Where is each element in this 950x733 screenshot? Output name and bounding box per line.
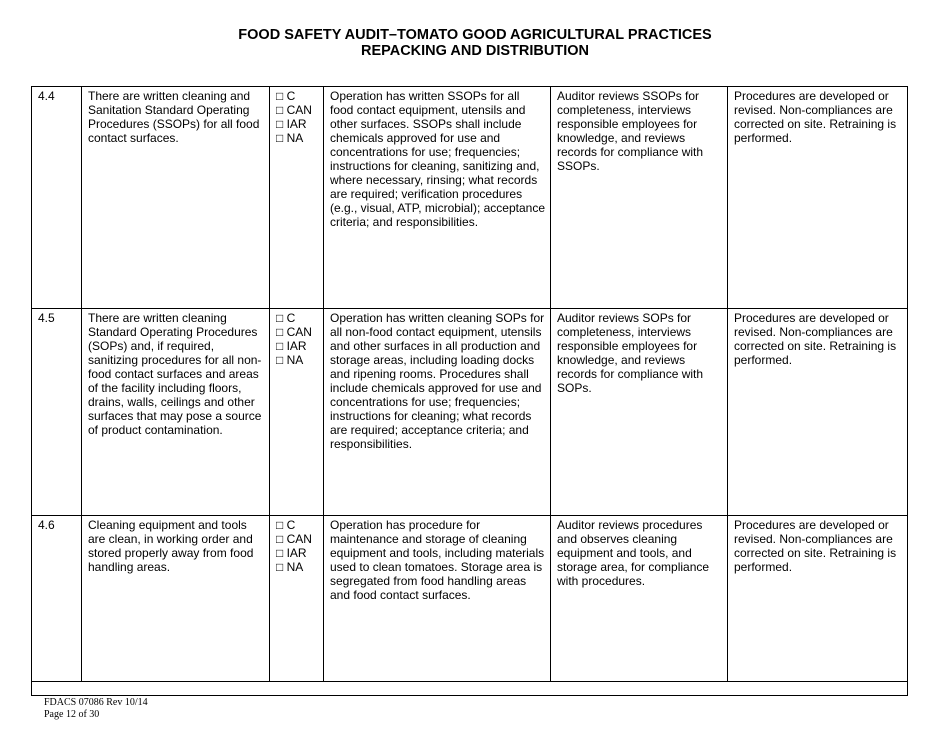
compliance-criteria-cell: Operation has written SSOPs for all food contact equipment, utensils and other surfaces. SSOPs shall include chemicals approved for use and concentrations for use; frequencies; instructions for cleaning, sanitizing and, where necessary, rinsing; what records are required; verification procedures (e.g., visual, ATP, microbial); acceptance criteria; and responsibilities. bbox=[324, 87, 551, 309]
option-can-checkbox[interactable]: □ CAN bbox=[276, 325, 312, 339]
requirement-cell: Cleaning equipment and tools are clean, in working order and stored properly away from food handling areas. bbox=[82, 516, 270, 682]
corrective-action-cell: Procedures are developed or revised. Non-compliances are corrected on site. Retraining is performed. bbox=[728, 87, 908, 309]
corrective-action-cell: Procedures are developed or revised. Non-compliances are corrected on site. Retraining is performed. bbox=[728, 516, 908, 682]
empty-footer-cell bbox=[32, 682, 908, 696]
option-iar-checkbox[interactable]: □ IAR bbox=[276, 339, 307, 353]
option-c-checkbox[interactable]: □ C bbox=[276, 311, 296, 325]
option-na-checkbox[interactable]: □ NA bbox=[276, 131, 304, 145]
audit-table bbox=[31, 86, 908, 696]
item-number: 4.4 bbox=[32, 87, 82, 309]
option-iar-checkbox[interactable]: □ IAR bbox=[276, 546, 307, 560]
option-na-checkbox[interactable]: □ NA bbox=[276, 560, 304, 574]
item-number: 4.6 bbox=[32, 516, 82, 682]
audit-subtitle: REPACKING AND DISTRIBUTION bbox=[361, 43, 589, 59]
table-row bbox=[32, 516, 908, 682]
page-footer bbox=[44, 697, 148, 721]
option-can-checkbox[interactable]: □ CAN bbox=[276, 532, 312, 546]
verification-cell: Auditor reviews SOPs for completeness, interviews responsible employees for knowledge, and reviews records for compliance with SOPs. bbox=[551, 309, 728, 516]
compliance-options bbox=[270, 87, 324, 309]
verification-cell: Auditor reviews SSOPs for completeness, interviews responsible employees for knowledge, and reviews records for compliance with SSOPs. bbox=[551, 87, 728, 309]
compliance-criteria-cell: Operation has written cleaning SOPs for all non-food contact equipment, utensils and other surfaces in all production and storage areas, including loading docks and ripening rooms. Procedures shall include chemicals approved for use and concentrations for use; frequencies; instructions for cleaning; what records are required; acceptance criteria; and responsibilities. bbox=[324, 309, 551, 516]
audit-title: FOOD SAFETY AUDIT–TOMATO GOOD AGRICULTURAL PRACTICES bbox=[238, 27, 712, 43]
table-footer-row bbox=[32, 682, 908, 696]
option-na-checkbox[interactable]: □ NA bbox=[276, 353, 304, 367]
compliance-options bbox=[270, 309, 324, 516]
verification-cell: Auditor reviews procedures and observes cleaning equipment and tools, and storage area, for compliance with procedures. bbox=[551, 516, 728, 682]
option-c-checkbox[interactable]: □ C bbox=[276, 89, 296, 103]
option-c-checkbox[interactable]: □ C bbox=[276, 518, 296, 532]
page-number: Page 12 of 30 bbox=[44, 709, 100, 720]
item-number: 4.5 bbox=[32, 309, 82, 516]
form-number: FDACS 07086 Rev 10/14 bbox=[44, 697, 148, 708]
table-row bbox=[32, 87, 908, 309]
option-can-checkbox[interactable]: □ CAN bbox=[276, 103, 312, 117]
compliance-options bbox=[270, 516, 324, 682]
compliance-criteria-cell: Operation has procedure for maintenance and storage of cleaning equipment and tools, including materials used to clean tomatoes. Storage area is segregated from food handling areas and food contact surfaces. bbox=[324, 516, 551, 682]
requirement-cell: There are written cleaning and Sanitation Standard Operating Procedures (SSOPs) for all food contact surfaces. bbox=[82, 87, 270, 309]
option-iar-checkbox[interactable]: □ IAR bbox=[276, 117, 307, 131]
requirement-cell: There are written cleaning Standard Operating Procedures (SOPs) and, if required, sanitizing procedures for all non-food contact surfaces and areas of the facility including floors, drains, walls, ceilings and other surfaces that may pose a source of product contamination. bbox=[82, 309, 270, 516]
table-row bbox=[32, 309, 908, 516]
corrective-action-cell: Procedures are developed or revised. Non-compliances are corrected on site. Retraining is performed. bbox=[728, 309, 908, 516]
